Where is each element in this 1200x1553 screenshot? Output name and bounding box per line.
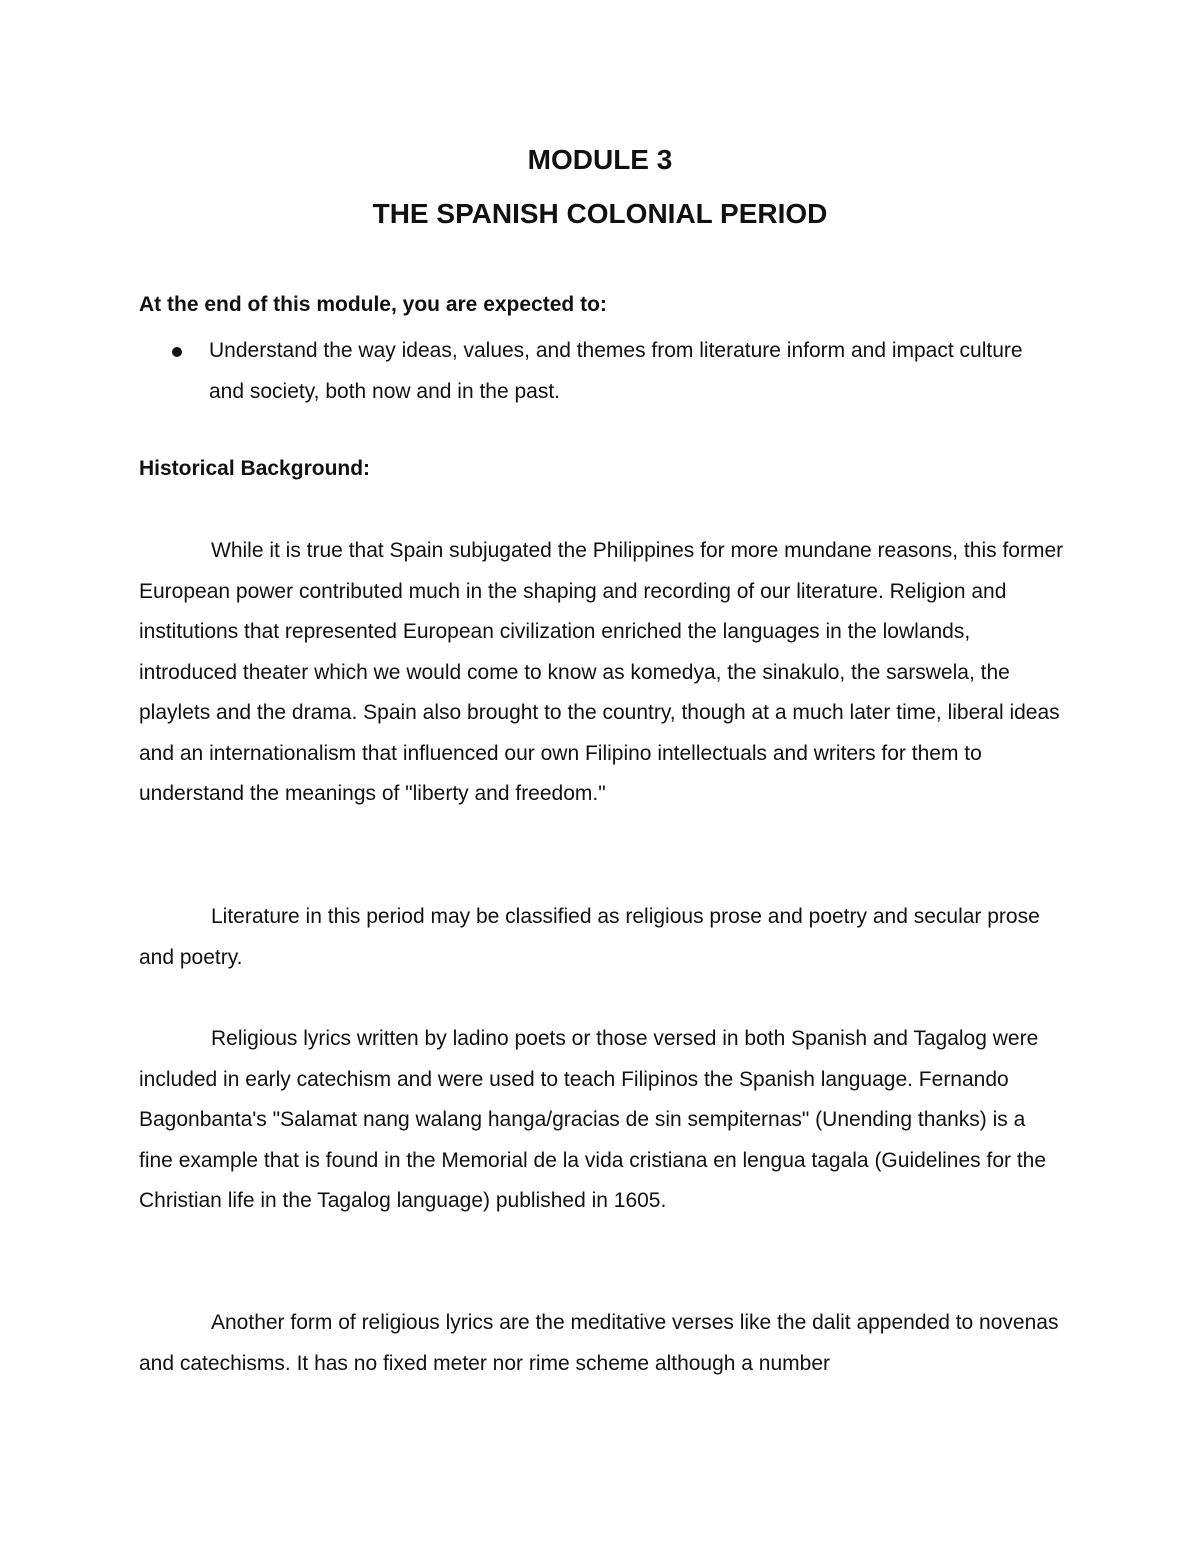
paragraph-literature-classification: Literature in this period may be classified as religious prose and poetry and secular prose and poetry. xyxy=(139,905,1040,969)
module-topic-title: THE SPANISH COLONIAL PERIOD xyxy=(372,198,828,229)
historical-background-heading: Historical Background: xyxy=(139,457,371,480)
objective-text: Understand the way ideas, values, and themes from literature inform and impact culture and society, both now and in the past. xyxy=(209,339,1023,403)
paragraph-spanish-influence: While it is true that Spain subjugated the Philippines for more mundane reasons, this former European power contributed much in the shaping and recording of our literature. Religion and institutions that represented European civilization enriched the languages in the lowlands, introduced theater which we would come to know as komedya, the sinakulo, the sarswela, the playlets and the drama. Spain also brought to the country, though at a much later time, liberal ideas and an internationalism that influenced our own Filipino intellectuals and writers for them to understand the meanings of "liberty and freedom." xyxy=(139,539,1064,805)
module-number-title: MODULE 3 xyxy=(527,144,673,175)
paragraph-religious-lyrics: Religious lyrics written by ladino poets or those versed in both Spanish and Tagalog were included in early catechism and were used to teach Filipinos the Spanish language. Fernando Bagonbanta's "Salamat nang walang hanga/gracias de sin sempiternas" (Unending thanks) is a fine example that is found in the Memorial de la vida cristiana en lengua tagala (Guidelines for the Christian life in the Tagalog language) published in 1605. xyxy=(139,1027,1047,1212)
paragraph-meditative-verses: Another form of religious lyrics are the meditative verses like the dalit appended to novenas and catechisms. It has no fixed meter nor rime scheme although a number xyxy=(139,1311,1059,1375)
objective-list-item xyxy=(172,331,1062,412)
bullet-icon xyxy=(172,347,182,357)
objectives-heading: At the end of this module, you are expected to: xyxy=(139,293,607,316)
